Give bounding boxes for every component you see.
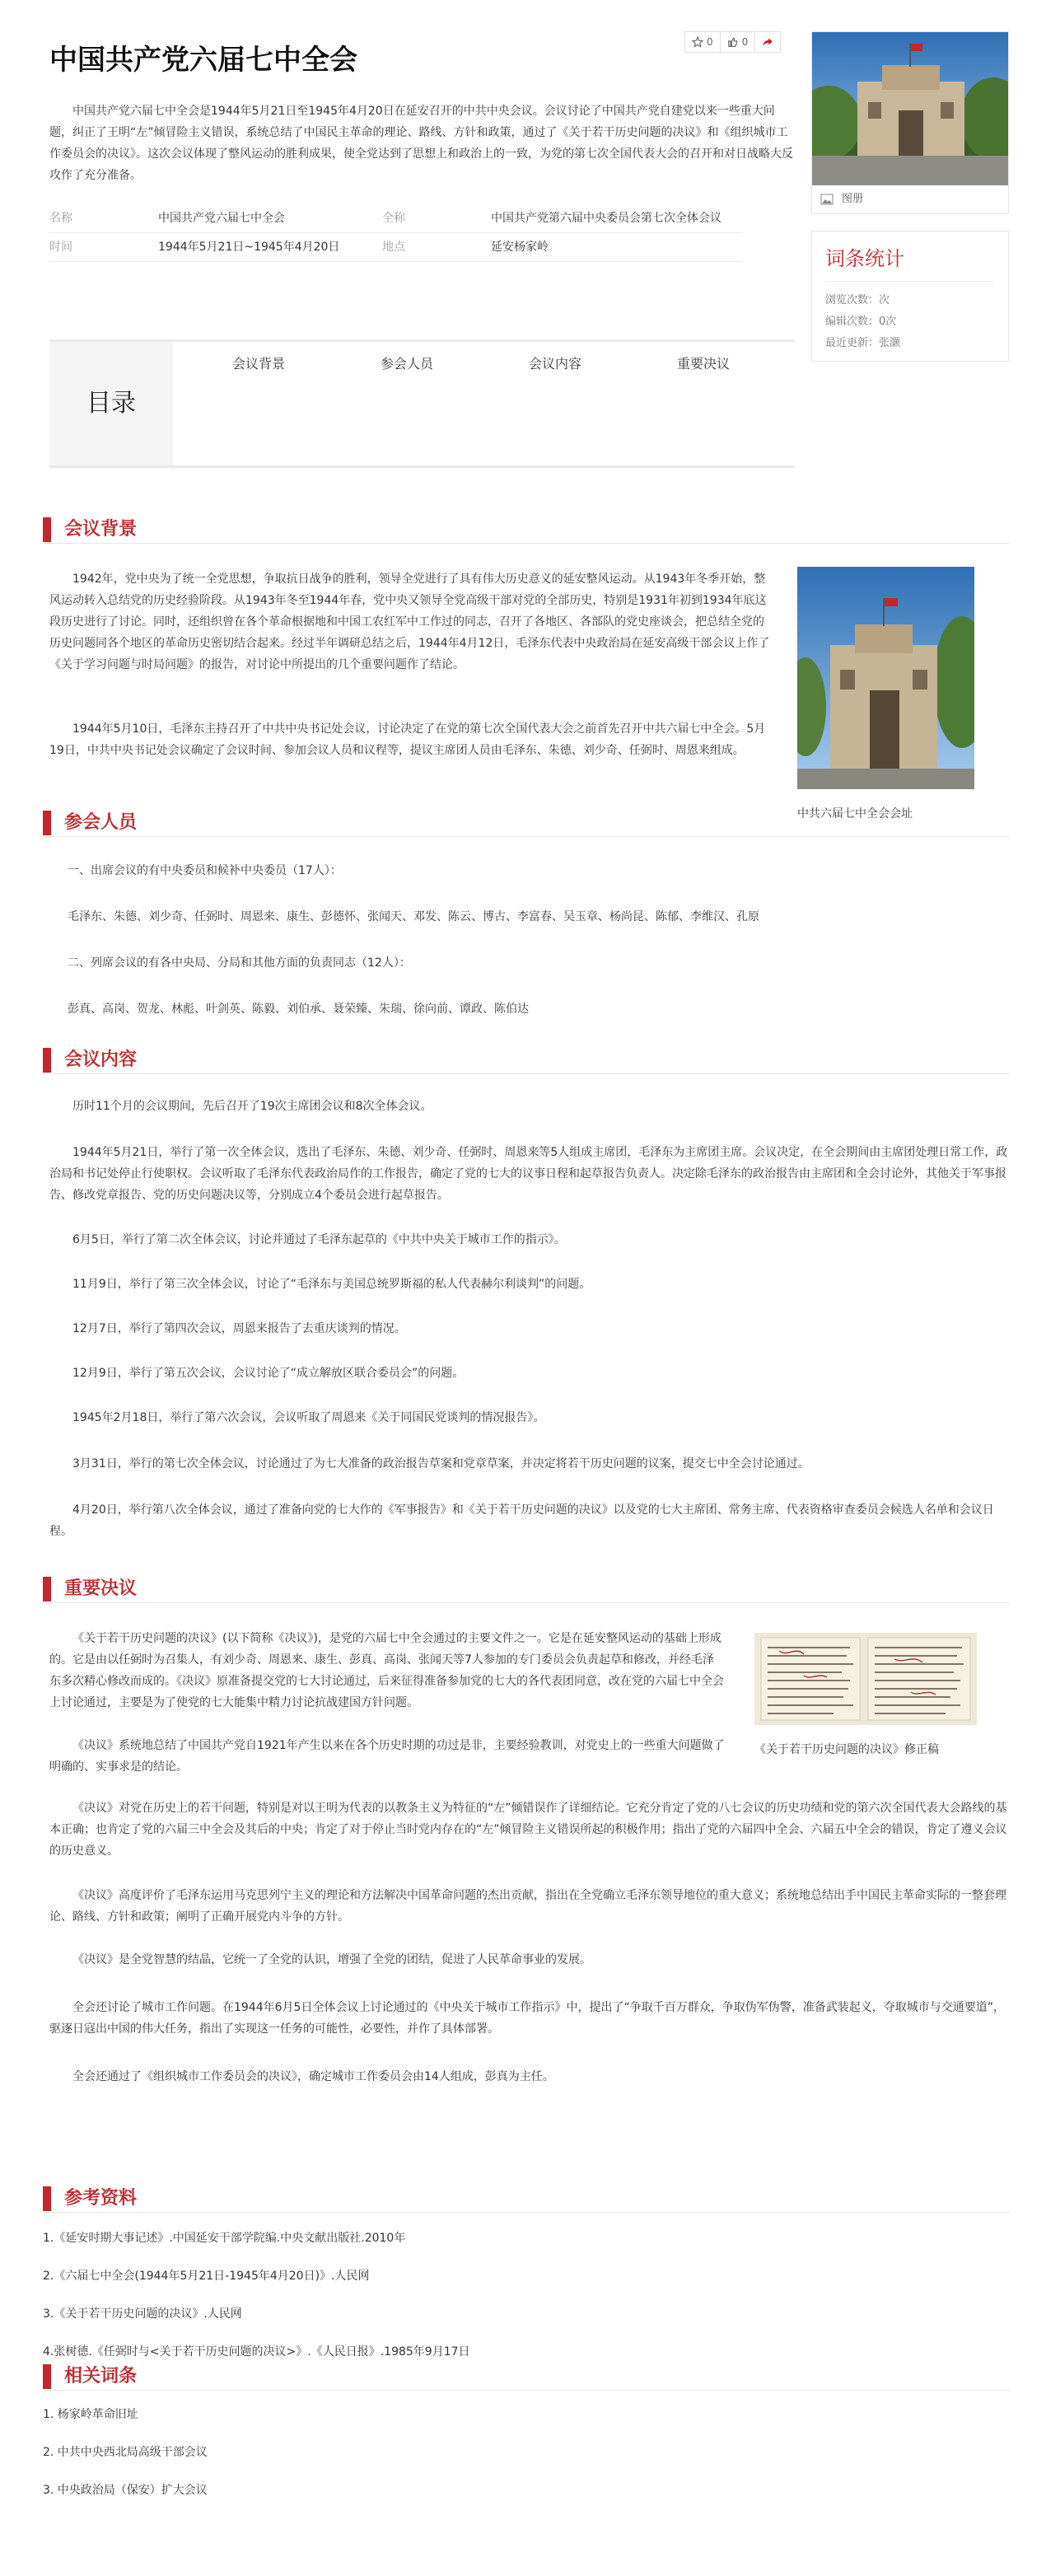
section-title: 会议背景 bbox=[64, 518, 138, 540]
main-header bbox=[49, 25, 795, 262]
entry-stats-title: 词条统计 bbox=[825, 245, 995, 282]
section-heading-related bbox=[43, 2363, 1010, 2391]
photo-album-caption bbox=[812, 185, 1008, 213]
attendees-paragraph-1: 一、出席会议的有中央委员和候补中央委员（17人）： bbox=[68, 864, 342, 877]
toc-items bbox=[232, 353, 825, 375]
share-arrow-icon bbox=[762, 36, 773, 48]
section-bar bbox=[43, 2364, 51, 2389]
basic-info bbox=[49, 204, 795, 262]
reference-item[interactable]: 1.《延安时期大事记述》.中国延安干部学院编.中央文献出版社.2010年 bbox=[43, 2232, 406, 2245]
resolutions-paragraph-1: 《关于若干历史问题的决议》(以下简称《决议》)，是党的六届七中全会通过的主要文件之一。它是在延安整风运动的基础上形成的。它是由以任弼时为召集人，有刘少奇、周恩来、康生、彭真、高岗、张闻天等7人参加的专门委员会负责起草和修改，并经毛泽东多次精心修改而成的。《决议》原准备提交党的七大讨论通过，后来征得准备参加党的七大的各代表团同意，改在党的六届七中全会上讨论通过，主要是为了使党的七大能集中精力讨论抗战建国方针问题。 bbox=[49, 1632, 724, 1709]
share-button[interactable] bbox=[754, 31, 781, 53]
page-title: 中国共产党六届七中全会 bbox=[49, 44, 357, 77]
section-heading-background bbox=[43, 516, 1010, 544]
meeting-site-photo bbox=[797, 567, 974, 789]
background-figure-caption: 中共六届七中全会会址 bbox=[797, 807, 913, 820]
section-heading-references bbox=[43, 2185, 1010, 2213]
section-bar bbox=[43, 517, 51, 542]
entry-stats-card bbox=[811, 231, 1009, 362]
basic-info-time-value: 1944年5月21日~1945年4月20日 bbox=[158, 233, 382, 262]
section-title: 参会人员 bbox=[64, 811, 138, 833]
basic-info-place-value: 延安杨家岭 bbox=[491, 233, 742, 262]
resolutions-figure bbox=[754, 1633, 977, 1760]
related-entry-link[interactable]: 1. 杨家岭革命旧址 bbox=[43, 2408, 138, 2421]
star-icon bbox=[692, 36, 703, 48]
like-button[interactable] bbox=[720, 31, 756, 53]
resolutions-paragraph-7: 全会还通过了《组织城市工作委员会的决议》，确定城市工作委员会由14人组成，彭真为主任。 bbox=[72, 2070, 554, 2083]
content-paragraph-8: 3月31日，举行的第七次全体会议，讨论通过了为七大准备的政治报告草案和党章草案，并决定将若干历史问题的议案，提交七中全会讨论通过。 bbox=[72, 1457, 810, 1470]
resolutions-paragraph-5: 《决议》是全党智慧的结晶，它统一了全党的认识，增强了全党的团结，促进了人民革命事业的发展。 bbox=[72, 1953, 591, 1966]
content-paragraph-1: 历时11个月的会议期间，先后召开了19次主席团会议和8次全体会议。 bbox=[72, 1100, 432, 1113]
background-paragraph-1: 1942年，党中央为了统一全党思想，争取抗日战争的胜利，领导全党进行了具有伟大历史意义的延安整风运动。从1943年冬季开始，整风运动转入总结党的历史经验阶段。从1943年冬至1944年春，党中央又领导全党高级干部对党的全部历史，特别是1931年初到1934年底这段历史进行了讨论。同时，还组织曾在各个革命根据地和中国工农红军中工作过的同志，召开了各地区、各部队的党史座谈会，把总结全党的历史问题同各个地区的革命历史密切结合起来。经过半年调研总结之后，1944年4月12日，毛泽东代表中央政治局在延安高级干部会议上作了《关于学习问题与时局问题》的报告，对讨论中所提出的几个重要问题作了结论。 bbox=[49, 573, 770, 671]
content-paragraph-2: 1944年5月21日，举行了第一次全体会议，选出了毛泽东、朱德、刘少奇、任弼时、周恩来等5人组成主席团，毛泽东为主席团主席。会议决定，在全会期间由主席团处理日常工作，政治局和书记处停止行使职权。会议听取了毛泽东代表政治局作的工作报告，确定了党的七大的议事日程和起草报告负责人。决定除毛泽东的政治报告由主席团和全会讨论外，其他关于军事报告、修改党章报告、党的历史问题决议等，分别成立4个委员会进行起草报告。 bbox=[49, 1146, 1008, 1202]
side-column bbox=[811, 31, 1009, 362]
section-bar bbox=[43, 1048, 51, 1073]
attendees-paragraph-3: 二、列席会议的有各中央局、分局和其他方面的负责同志（12人）： bbox=[68, 956, 411, 970]
section-heading-attendees bbox=[43, 809, 1010, 837]
reference-item[interactable]: 2.《六届七中全会(1944年5月21日-1945年4月20日)》.人民网 bbox=[43, 2270, 370, 2283]
basic-info-time-label: 时间 bbox=[49, 233, 158, 262]
like-count: 0 bbox=[741, 36, 749, 48]
section-bar bbox=[43, 811, 51, 835]
basic-info-name-value: 中国共产党六届七中全会 bbox=[158, 204, 382, 233]
views-count: 浏览次数：次 bbox=[825, 294, 890, 306]
reference-item[interactable]: 3.《关于若干历史问题的决议》.人民网 bbox=[43, 2307, 242, 2321]
toc-item-background[interactable]: 会议背景 bbox=[232, 356, 286, 372]
resolutions-paragraph-4: 《决议》高度评价了毛泽东运用马克思列宁主义的理论和方法解决中国革命问题的杰出贡献，指出在全党确立毛泽东领导地位的重大意义；系统地总结出手中国民主革命实际的一整套理论、路线、方针和政策；阐明了正确开展党内斗争的方针。 bbox=[49, 1889, 1006, 1924]
attendees-paragraph-2: 毛泽东、朱德、刘少奇、任弼时、周恩来、康生、彭德怀、张闻天、邓发、陈云、博古、李富春、吴玉章、杨尚昆、陈郁、李维汉、孔原 bbox=[68, 910, 759, 923]
favorite-count: 0 bbox=[707, 36, 713, 48]
related-entries-list bbox=[43, 2404, 949, 2518]
meeting-hall-photo bbox=[812, 32, 1008, 185]
section-heading-content bbox=[43, 1046, 1010, 1074]
section-title: 重要决议 bbox=[64, 1578, 138, 1599]
toc-title: 目录 bbox=[49, 342, 173, 465]
content-paragraph-5: 12月7日，举行了第四次会议，周恩来报告了去重庆谈判的情况。 bbox=[72, 1322, 406, 1335]
toolbar bbox=[685, 31, 781, 53]
content-paragraph-7: 1945年2月18日，举行了第六次会议，会议听取了周恩来《关于同国民党谈判的情况报告》。 bbox=[72, 1411, 545, 1424]
table-of-contents bbox=[49, 339, 795, 468]
section-title: 相关词条 bbox=[64, 2365, 138, 2387]
summary: 中国共产党六届七中全会是1944年5月21日至1945年4月20日在延安召开的中共中央会议。会议讨论了中国共产党自建党以来一些重大问题，纠正了王明“左”倾冒险主义错误，系统总结了中国民主革命的理论、路线、方针和政策，通过了《关于若干历史问题的决议》和《组织城市工作委员会的决议》。这次会议体现了整风运动的胜利成果，使全党达到了思想上和政治上的一致，为党的第七次全国代表大会的召开和对日战略大反攻作了充分准备。 bbox=[49, 105, 793, 182]
resolutions-paragraph-3: 《决议》对党在历史上的若干问题，特别是对以王明为代表的以教条主义为特征的“左”倾错误作了详细结论。它充分肯定了党的八七会议的历史功绩和党的第六次全国代表大会路线的基本正确；也肯定了党的六届三中全会及其后的中央；肯定了对于停止当时党内存在的“左”倾冒险主义错误所起的积极作用；指出了党的六届四中全会、六届五中全会的错误，肯定了遵义会议的历史意义。 bbox=[49, 1802, 1007, 1858]
image-icon bbox=[820, 194, 834, 205]
toc-item-resolutions[interactable]: 重要决议 bbox=[677, 356, 731, 372]
favorite-button[interactable] bbox=[684, 31, 721, 53]
reference-item[interactable]: 4.张树德.《任弼时与<关于若干历史问题的决议>》.《人民日报》.1985年9月17日 bbox=[43, 2345, 470, 2359]
section-heading-resolutions bbox=[43, 1575, 1010, 1603]
background-figure bbox=[797, 567, 974, 825]
toc-item-attendees[interactable]: 参会人员 bbox=[381, 356, 434, 372]
photo-album-label: 图册 bbox=[842, 193, 864, 205]
resolutions-paragraph-2: 《决议》系统地总结了中国共产党自1921年产生以来在各个历史时期的功过是非，主要经验教训，对党史上的一些重大问题做了明确的、实事求是的结论。 bbox=[49, 1739, 725, 1774]
resolutions-figure-caption: 《关于若干历史问题的决议》修正稿 bbox=[754, 1743, 939, 1756]
background-paragraph-2: 1944年5月10日，毛泽东主持召开了中共中央书记处会议，讨论决定了在党的第七次全国代表大会之前首先召开中共六届七中全会。5月19日，中共中央书记处会议确定了会议时间、参加会议人员和议程等，提议主席团人员由毛泽东、朱德、刘少奇、任弼时、周恩来组成。 bbox=[49, 722, 766, 757]
last-updated: 最近更新：张灏 bbox=[825, 337, 901, 349]
basic-info-place-label: 地点 bbox=[382, 233, 491, 262]
manuscript-photo bbox=[754, 1633, 977, 1725]
section-title: 会议内容 bbox=[64, 1049, 138, 1070]
content-paragraph-3: 6月5日，举行了第二次全体会议，讨论并通过了毛泽东起草的《中共中央关于城市工作的指示》。 bbox=[72, 1233, 566, 1246]
related-entry-link[interactable]: 3. 中央政治局（保安）扩大会议 bbox=[43, 2484, 208, 2497]
section-bar bbox=[43, 1577, 51, 1601]
attendees-paragraph-4: 彭真、高岗、贺龙、林彪、叶剑英、陈毅、刘伯承、聂荣臻、朱瑞、徐向前、谭政、陈伯达 bbox=[68, 1003, 529, 1016]
content-paragraph-6: 12月9日，举行了第五次会议，会议讨论了“成立解放区联合委员会”的问题。 bbox=[72, 1367, 465, 1380]
toc-item-content[interactable]: 会议内容 bbox=[529, 356, 582, 372]
thumbs-up-icon bbox=[727, 36, 739, 48]
section-title: 参考资料 bbox=[64, 2187, 138, 2209]
resolutions-paragraph-6: 全会还讨论了城市工作问题。在1944年6月5日全体会议上讨论通过的《中央关于城市工作指示》中，提出了“争取千百万群众，争取伪军伪警，准备武装起义，夺取城市与交通要道”，驱逐日寇出中国的伟大任务，指出了实现这一任务的可能性，必要性，并作了具体部署。 bbox=[49, 2001, 1005, 2036]
content-paragraph-9: 4月20日，举行第八次全体会议，通过了准备向党的七大作的《军事报告》和《关于若干历史问题的决议》以及党的七大主席团、常务主席、代表资格审查委员会候选人名单和会议日程。 bbox=[49, 1503, 994, 1538]
basic-info-fullname-label: 全称 bbox=[382, 204, 491, 233]
related-entry-link[interactable]: 2. 中共中央西北局高级干部会议 bbox=[43, 2446, 208, 2459]
photo-album-card[interactable] bbox=[811, 31, 1009, 214]
content-paragraph-4: 11月9日，举行了第三次全体会议，讨论了“毛泽东与美国总统罗斯福的私人代表赫尔利谈判”的问题。 bbox=[72, 1278, 591, 1291]
basic-info-name-label: 名称 bbox=[49, 204, 158, 233]
section-bar bbox=[43, 2186, 51, 2211]
reference-list bbox=[43, 2228, 949, 2379]
edits-count: 编辑次数：0次 bbox=[825, 316, 897, 328]
basic-info-fullname-value: 中国共产党第六届中央委员会第七次全体会议 bbox=[491, 204, 742, 233]
